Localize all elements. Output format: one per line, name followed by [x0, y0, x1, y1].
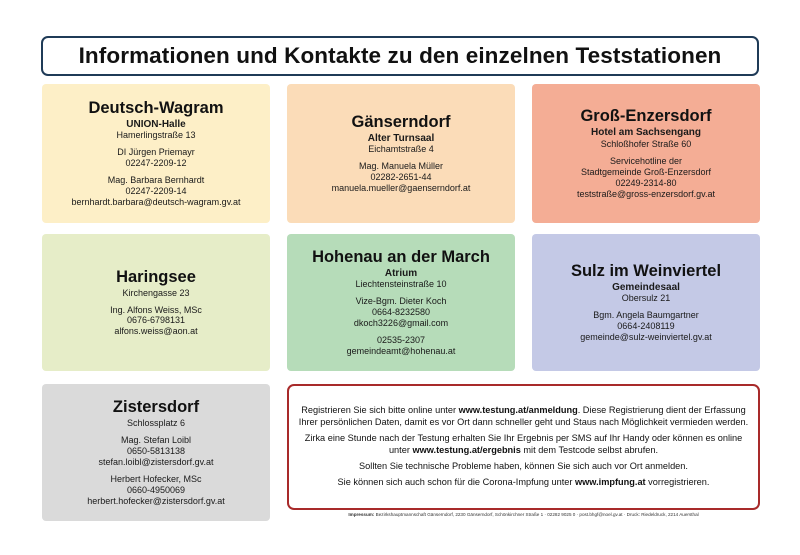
contact-email[interactable]: alfons.weiss@aon.at [114, 326, 198, 337]
station-address: Hamerlingstraße 13 [116, 130, 196, 141]
impressum-label: Impressum: [348, 512, 375, 517]
station-card-zistersdorf [42, 384, 270, 521]
contact-phone: 0650-5813138 [126, 446, 186, 457]
info-paragraph-result: Zirka eine Stunde nach der Testung erhalten Sie Ihr Ergebnis per SMS auf Ihr Handy oder können es online unter www.testung.at/ergebnis mit dem Testcode selbst abrufen. [304, 433, 743, 455]
hotline-label: Servicehotline der [609, 155, 683, 166]
station-name: Groß-Enzersdorf [580, 107, 712, 126]
result-link[interactable]: www.testung.at/ergebnis [412, 445, 521, 455]
impressum [287, 512, 760, 522]
contact-email[interactable]: manuela.mueller@gaenserndorf.at [331, 183, 471, 194]
station-card-sulz [532, 234, 760, 371]
contact-name: Mag. Manuela Müller [358, 161, 444, 172]
station-name: Zistersdorf [112, 398, 200, 417]
contact-name: Ing. Alfons Weiss, MSc [110, 304, 202, 315]
info-paragraph-registration: Registrieren Sie sich bitte online unter www.testung.at/anmeldung. Diese Registrierung dient der Erfassung Ihrer persönlichen Daten, damit es vor Ort dann schneller geht und Staus nach Möglichkeit vermieden werden. [298, 405, 749, 428]
station-venue: Gemeindesaal [612, 281, 680, 293]
page-title: Informationen und Kontakte zu den einzelnen Teststationen [41, 36, 759, 76]
station-venue: Alter Turnsaal [367, 132, 435, 144]
hotline-label: Stadtgemeinde Groß-Enzersdorf [580, 166, 712, 177]
office-email[interactable]: gemeindeamt@hohenau.at [346, 346, 456, 357]
contact-phone: 02282-2651-44 [370, 172, 432, 183]
contact-name: Mag. Stefan Loibl [120, 435, 192, 446]
info-paragraph-problems: Sollten Sie technische Probleme haben, können Sie sich auch vor Ort anmelden. [359, 460, 688, 471]
contact-email[interactable]: stefan.loibl@zistersdorf.gv.at [98, 457, 214, 467]
registration-link[interactable]: www.testung.at/anmeldung [458, 405, 578, 416]
vaccination-link[interactable]: www.impfung.at [575, 476, 646, 487]
station-venue: UNION-Halle [126, 118, 186, 130]
station-address: Schlossplatz 6 [126, 418, 186, 429]
contact-phone: 0676-6798131 [126, 315, 186, 326]
station-address: Liechtensteinstraße 10 [355, 279, 447, 290]
station-card-haringsee [42, 234, 270, 371]
station-address: Schloßhofer Straße 60 [600, 138, 692, 149]
station-venue: Atrium [384, 267, 418, 279]
station-address: Kirchengasse 23 [122, 287, 190, 298]
contact-phone: 02247-2209-14 [125, 186, 187, 197]
station-venue: Hotel am Sachsengang [590, 127, 702, 139]
station-name: Sulz im Weinviertel [570, 261, 722, 280]
station-card-deutsch-wagram [42, 84, 270, 223]
contact-phone: 0664-8232580 [371, 307, 431, 318]
contact-phone: 02247-2209-12 [125, 158, 187, 169]
contact-name: Herbert Hofecker, MSc [110, 473, 202, 484]
station-card-gaenserndorf [287, 84, 515, 223]
contact-email[interactable]: dkoch3226@gmail.com [353, 318, 449, 329]
station-card-hohenau [287, 234, 515, 371]
station-address: Eichamtstraße 4 [368, 144, 434, 155]
contact-name: Bgm. Angela Baumgartner [593, 310, 699, 321]
station-name: Haringsee [116, 267, 196, 286]
station-name: Gänserndorf [351, 112, 451, 131]
station-card-gross-enzersdorf [532, 84, 760, 223]
contact-email[interactable]: teststraße@gross-enzersdorf.gv.at [576, 188, 716, 199]
contact-email[interactable]: gemeinde@sulz-weinviertel.gv.at [580, 332, 712, 343]
impressum-text: Bezirkshauptmannschaft Gänserndorf, 2230 Gänserndorf, Schönkirchner Straße 1 · 02282 9025 0 · post.bhgf@noel.gv.at · Druck: Riedeldruck, 2214 Auersthal [374, 512, 699, 517]
station-name: Deutsch-Wagram [88, 98, 224, 117]
contact-name: Mag. Barbara Bernhardt [107, 175, 205, 186]
contact-name: DI Jürgen Priemayr [117, 147, 195, 158]
contact-name: Vize-Bgm. Dieter Koch [355, 296, 447, 307]
hotline-phone: 02249-2314-80 [615, 177, 677, 188]
contact-email[interactable]: bernhardt.barbara@deutsch-wagram.gv.at [71, 197, 241, 208]
contact-email[interactable]: herbert.hofecker@zistersdorf.gv.at [87, 495, 225, 506]
registration-info-box [287, 384, 760, 510]
station-address: Obersulz 21 [621, 293, 671, 304]
info-paragraph-vaccination: Sie können sich auch schon für die Corona-Impfung unter www.impfung.at vorregistrieren. [337, 476, 710, 487]
office-phone: 02535-2307 [376, 335, 426, 346]
station-name: Hohenau an der March [312, 247, 490, 266]
contact-phone: 0664-2408119 [617, 321, 675, 332]
contact-phone: 0660-4950069 [126, 484, 186, 495]
